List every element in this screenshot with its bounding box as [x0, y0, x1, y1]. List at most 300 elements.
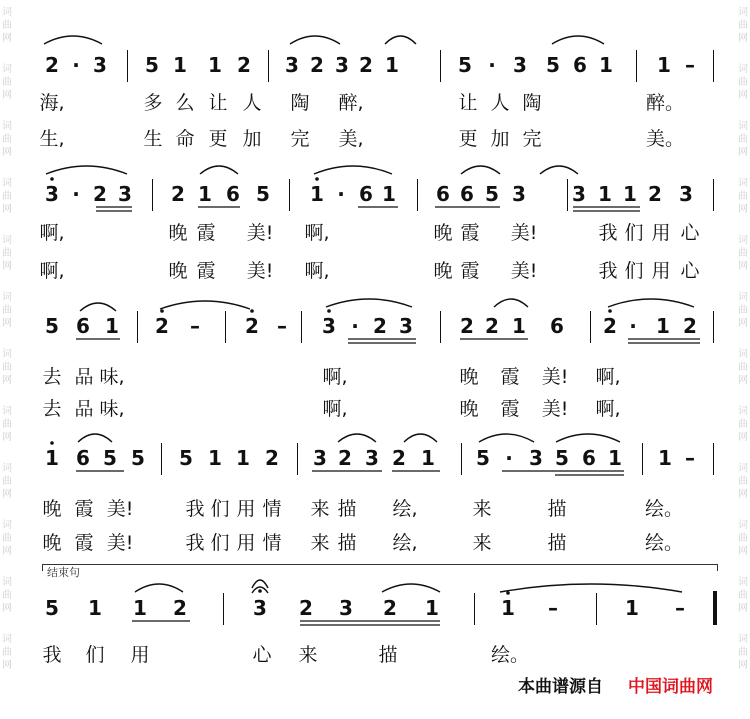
- note: 5: [555, 446, 569, 470]
- notation-row: [0, 315, 750, 355]
- dot-rhythm: ·: [337, 182, 345, 206]
- lyric-char: 啊,: [39, 260, 65, 282]
- barline: [225, 311, 226, 343]
- watermark-char: 曲: [2, 77, 12, 88]
- slur: [552, 36, 604, 44]
- watermark-char: 网: [738, 261, 748, 272]
- watermark-char: 曲: [738, 476, 748, 487]
- lyric-char: 人: [490, 92, 510, 114]
- lyric-char: 品: [74, 398, 94, 420]
- source-site-link[interactable]: 中国词曲网: [628, 677, 713, 697]
- note: 3: [313, 446, 327, 470]
- note: 2: [265, 446, 279, 470]
- watermark-char: 曲: [2, 647, 12, 658]
- lyric-row-2: [0, 394, 750, 420]
- watermark-char: 词: [2, 64, 12, 75]
- note: 5: [45, 314, 59, 338]
- dot-rhythm: ·: [72, 53, 80, 77]
- lyric-row-2: [0, 124, 750, 150]
- note: 3: [399, 314, 413, 338]
- lyric-char: 绘,: [392, 532, 418, 554]
- barline: [297, 443, 298, 475]
- watermark-char: 曲: [738, 533, 748, 544]
- barline: [301, 311, 302, 343]
- barline: [223, 593, 224, 625]
- lyric-char: 描: [337, 532, 357, 554]
- lyric-char: 绘,: [392, 498, 418, 520]
- watermark-char: 词: [738, 7, 748, 18]
- note: 1: [658, 446, 672, 470]
- watermark-char: 词: [738, 634, 748, 645]
- notation-row: [0, 597, 750, 637]
- lyric-char: 用: [651, 222, 671, 244]
- hold-dash: –: [675, 596, 685, 620]
- watermark-group: [2, 6, 12, 45]
- note: 1: [45, 446, 59, 470]
- note: 3: [572, 182, 586, 206]
- octave-dot: [608, 309, 612, 313]
- lyric-char: 霞: [74, 532, 94, 554]
- note: 2: [310, 53, 324, 77]
- lyric-char: 美,: [338, 128, 364, 150]
- watermark-char: 曲: [738, 590, 748, 601]
- barline: [289, 179, 290, 211]
- watermark-char: 词: [738, 235, 748, 246]
- lyric-char: 我: [185, 532, 205, 554]
- note: 5: [256, 182, 270, 206]
- lyric-char: 霞: [196, 260, 216, 282]
- slur: [252, 580, 268, 588]
- barline: [713, 443, 714, 475]
- note: 2: [237, 53, 251, 77]
- watermark-char: 曲: [738, 248, 748, 259]
- watermark-char: 曲: [2, 305, 12, 316]
- note: 5: [458, 53, 472, 77]
- hold-dash: –: [685, 446, 695, 470]
- barline: [642, 443, 643, 475]
- lyric-char: 用: [236, 498, 256, 520]
- watermark-char: 曲: [2, 590, 12, 601]
- lyric-char: 霞: [460, 222, 480, 244]
- note: 3: [512, 182, 526, 206]
- watermark-char: 网: [2, 261, 12, 272]
- lyric-char: 完: [522, 128, 542, 150]
- note: 2: [171, 182, 185, 206]
- lyric-char: 来: [298, 644, 318, 666]
- note: 2: [683, 314, 697, 338]
- lyric-char: 描: [547, 532, 567, 554]
- dot-rhythm: ·: [351, 314, 359, 338]
- watermark-char: 词: [738, 292, 748, 303]
- watermark-char: 曲: [738, 305, 748, 316]
- lyric-char: 心: [680, 260, 700, 282]
- watermark-char: 词: [2, 292, 12, 303]
- lyric-char: 么: [175, 92, 195, 114]
- slur: [479, 434, 534, 442]
- watermark-char: 词: [738, 121, 748, 132]
- note: 1: [657, 53, 671, 77]
- lyric-char: 描: [547, 498, 567, 520]
- lyric-char: 去: [42, 366, 62, 388]
- lyric-char: 们: [210, 498, 230, 520]
- lyric-char: 味,: [99, 366, 125, 388]
- note: 2: [299, 596, 313, 620]
- lyric-char: 啊,: [304, 260, 330, 282]
- watermark-char: 网: [738, 432, 748, 443]
- lyric-char: 心: [680, 222, 700, 244]
- note: 2: [93, 182, 107, 206]
- lyric-char: 人: [242, 92, 262, 114]
- lyric-char: 去: [42, 398, 62, 420]
- watermark-char: 词: [738, 64, 748, 75]
- lyric-char: 来: [310, 498, 330, 520]
- lyric-char: 海,: [39, 92, 65, 114]
- slur: [461, 166, 500, 174]
- lyric-char: 美!: [106, 498, 134, 520]
- lyric-row-1: [0, 362, 750, 388]
- lyric-char: 品: [74, 366, 94, 388]
- lyric-char: 们: [624, 260, 644, 282]
- watermark-char: 网: [738, 204, 748, 215]
- lyric-char: 我: [185, 498, 205, 520]
- lyric-char: 醉。: [645, 92, 685, 114]
- note: 3: [529, 446, 543, 470]
- notation-row: [0, 183, 750, 223]
- lyric-char: 完: [290, 128, 310, 150]
- watermark-char: 网: [738, 90, 748, 101]
- barline: [440, 311, 441, 343]
- barline: [713, 50, 714, 82]
- note: 1: [608, 446, 622, 470]
- watermark-char: 曲: [738, 77, 748, 88]
- lyric-row-1: [0, 640, 750, 666]
- slur: [382, 584, 440, 592]
- dot-rhythm: ·: [505, 446, 513, 470]
- lyric-char: 美!: [246, 222, 274, 244]
- note: 2: [373, 314, 387, 338]
- lyric-char: 啊,: [322, 366, 348, 388]
- note: 1: [421, 446, 435, 470]
- note: 1: [623, 182, 637, 206]
- note: 2: [45, 53, 59, 77]
- slur: [78, 434, 112, 442]
- watermark-char: 词: [2, 406, 12, 417]
- slur: [494, 299, 528, 307]
- slur: [200, 166, 238, 174]
- watermark-char: 词: [738, 178, 748, 189]
- lyric-char: 霞: [500, 398, 520, 420]
- lyric-char: 让: [458, 92, 478, 114]
- watermark-char: 词: [738, 577, 748, 588]
- slur: [338, 434, 376, 442]
- lyric-char: 来: [472, 498, 492, 520]
- note: 3: [513, 53, 527, 77]
- watermark-char: 曲: [2, 20, 12, 31]
- note: 5: [485, 182, 499, 206]
- note: 6: [226, 182, 240, 206]
- note: 1: [88, 596, 102, 620]
- lyric-row-1: [0, 494, 750, 520]
- lyric-char: 啊,: [595, 366, 621, 388]
- slur: [290, 36, 340, 44]
- lyric-char: 陶: [290, 92, 310, 114]
- lyric-char: 描: [378, 644, 398, 666]
- lyric-char: 用: [651, 260, 671, 282]
- note: 3: [45, 182, 59, 206]
- watermark-group: [738, 6, 748, 45]
- note: 2: [648, 182, 662, 206]
- lyric-char: 美。: [645, 128, 685, 150]
- lyric-char: 绘。: [490, 644, 530, 666]
- note: 6: [582, 446, 596, 470]
- dot-rhythm: ·: [72, 182, 80, 206]
- note: 5: [476, 446, 490, 470]
- octave-dot: [315, 177, 319, 181]
- note: 6: [76, 446, 90, 470]
- watermark-char: 曲: [738, 362, 748, 373]
- watermark-char: 词: [738, 520, 748, 531]
- lyric-char: 美!: [510, 222, 538, 244]
- note: 6: [550, 314, 564, 338]
- slur: [135, 584, 183, 592]
- slur: [326, 299, 412, 307]
- note: 5: [145, 53, 159, 77]
- lyric-char: 们: [210, 532, 230, 554]
- barline: [596, 593, 597, 625]
- lyric-char: 美!: [510, 260, 538, 282]
- note: 2: [173, 596, 187, 620]
- note: 5: [45, 596, 59, 620]
- lyric-char: 绘。: [644, 498, 684, 520]
- note: 1: [512, 314, 526, 338]
- note: 5: [103, 446, 117, 470]
- barline: [461, 443, 462, 475]
- watermark-char: 词: [2, 7, 12, 18]
- watermark-char: 曲: [2, 191, 12, 202]
- final-barline: [713, 591, 717, 625]
- barline: [590, 311, 591, 343]
- slur: [80, 303, 116, 311]
- lyric-char: 生: [143, 128, 163, 150]
- lyric-char: 美!: [246, 260, 274, 282]
- watermark-char: 曲: [2, 476, 12, 487]
- lyric-char: 啊,: [304, 222, 330, 244]
- lyric-row-1: [0, 88, 750, 114]
- slur: [314, 166, 392, 174]
- barline: [636, 50, 637, 82]
- note: 1: [236, 446, 250, 470]
- hold-dash: –: [277, 314, 287, 338]
- note: 1: [625, 596, 639, 620]
- watermark-char: 网: [2, 375, 12, 386]
- watermark-char: 网: [738, 375, 748, 386]
- lyric-char: 霞: [460, 260, 480, 282]
- note: 2: [460, 314, 474, 338]
- note: 1: [173, 53, 187, 77]
- source-text: 本曲谱源自: [518, 677, 603, 697]
- watermark-char: 网: [738, 33, 748, 44]
- lyric-char: 我: [42, 644, 62, 666]
- octave-dot: [506, 591, 510, 595]
- note: 3: [322, 314, 336, 338]
- barline: [417, 179, 418, 211]
- note: 2: [338, 446, 352, 470]
- barline: [713, 311, 714, 343]
- note: 3: [285, 53, 299, 77]
- lyric-char: 美!: [541, 398, 569, 420]
- watermark-char: 曲: [738, 134, 748, 145]
- watermark-char: 曲: [2, 419, 12, 430]
- lyric-char: 啊,: [595, 398, 621, 420]
- lyric-char: 晚: [459, 398, 479, 420]
- octave-dot: [50, 441, 54, 445]
- note: 1: [599, 53, 613, 77]
- barline: [161, 443, 162, 475]
- note: 3: [93, 53, 107, 77]
- note: 6: [359, 182, 373, 206]
- slur: [540, 166, 578, 174]
- dot-rhythm: ·: [488, 53, 496, 77]
- slur: [385, 36, 416, 44]
- note: 1: [385, 53, 399, 77]
- lyric-char: 晚: [42, 498, 62, 520]
- note: 1: [133, 596, 147, 620]
- lyric-char: 霞: [74, 498, 94, 520]
- watermark-char: 网: [2, 432, 12, 443]
- lyric-char: 啊,: [322, 398, 348, 420]
- note: 3: [253, 596, 267, 620]
- lyric-char: 晚: [168, 260, 188, 282]
- lyric-char: 来: [472, 532, 492, 554]
- lyric-char: 绘。: [644, 532, 684, 554]
- lyric-char: 情: [262, 532, 282, 554]
- lyric-char: 晚: [168, 222, 188, 244]
- lyric-char: 陶: [522, 92, 542, 114]
- lyric-char: 啊,: [39, 222, 65, 244]
- watermark-char: 网: [2, 90, 12, 101]
- watermark-char: 网: [2, 204, 12, 215]
- watermark-char: 曲: [738, 191, 748, 202]
- ending-bracket: [42, 564, 718, 571]
- lyric-char: 霞: [500, 366, 520, 388]
- watermark-char: 词: [2, 349, 12, 360]
- lyric-char: 来: [310, 532, 330, 554]
- fermata: [252, 587, 268, 593]
- watermark-char: 网: [738, 489, 748, 500]
- note: 1: [105, 314, 119, 338]
- watermark-char: 曲: [2, 362, 12, 373]
- octave-dot: [250, 309, 254, 313]
- lyric-char: 描: [337, 498, 357, 520]
- lyric-char: 美!: [106, 532, 134, 554]
- lyric-char: 更: [208, 128, 228, 150]
- watermark-char: 网: [2, 489, 12, 500]
- note: 1: [656, 314, 670, 338]
- watermark-char: 网: [2, 318, 12, 329]
- barline: [713, 179, 714, 211]
- note: 3: [335, 53, 349, 77]
- watermark-char: 词: [2, 577, 12, 588]
- watermark-char: 词: [2, 634, 12, 645]
- watermark-char: 网: [2, 33, 12, 44]
- watermark-char: 网: [2, 546, 12, 557]
- note: 1: [208, 53, 222, 77]
- hold-dash: –: [685, 53, 695, 77]
- lyric-char: 晚: [433, 260, 453, 282]
- lyric-char: 多: [143, 92, 163, 114]
- note: 3: [679, 182, 693, 206]
- watermark-char: 曲: [2, 248, 12, 259]
- octave-dot: [160, 309, 164, 313]
- dot-rhythm: ·: [629, 314, 637, 338]
- slur: [556, 434, 620, 442]
- note: 3: [339, 596, 353, 620]
- lyric-char: 用: [130, 644, 150, 666]
- lyric-char: 晚: [42, 532, 62, 554]
- watermark-char: 词: [2, 520, 12, 531]
- watermark-char: 词: [2, 178, 12, 189]
- watermark-char: 网: [738, 318, 748, 329]
- note: 1: [208, 446, 222, 470]
- ending-label: 结束句: [47, 566, 80, 579]
- barline: [440, 50, 441, 82]
- hold-dash: –: [190, 314, 200, 338]
- slur: [608, 299, 694, 307]
- watermark-char: 曲: [2, 533, 12, 544]
- note: 2: [485, 314, 499, 338]
- slur: [46, 166, 127, 174]
- barline: [137, 311, 138, 343]
- watermark-char: 词: [738, 349, 748, 360]
- watermark-char: 网: [2, 603, 12, 614]
- slur: [160, 301, 250, 309]
- watermark-char: 曲: [738, 419, 748, 430]
- watermark-char: 曲: [738, 20, 748, 31]
- note: 1: [425, 596, 439, 620]
- barline: [567, 179, 568, 211]
- note: 1: [198, 182, 212, 206]
- note: 5: [131, 446, 145, 470]
- note: 2: [383, 596, 397, 620]
- note: 6: [460, 182, 474, 206]
- note: 2: [245, 314, 259, 338]
- watermark-char: 网: [738, 660, 748, 671]
- lyric-char: 命: [175, 128, 195, 150]
- barline: [127, 50, 128, 82]
- octave-dot: [50, 177, 54, 181]
- hold-dash: –: [548, 596, 558, 620]
- note: 3: [118, 182, 132, 206]
- lyric-char: 晚: [433, 222, 453, 244]
- slur: [500, 584, 682, 592]
- watermark-char: 网: [2, 147, 12, 158]
- lyric-char: 加: [242, 128, 262, 150]
- note: 1: [310, 182, 324, 206]
- octave-dot: [327, 309, 331, 313]
- lyric-char: 们: [624, 222, 644, 244]
- note: 6: [76, 314, 90, 338]
- watermark-char: 曲: [738, 647, 748, 658]
- note: 1: [598, 182, 612, 206]
- barline: [268, 50, 269, 82]
- lyric-char: 醉,: [338, 92, 364, 114]
- slur: [44, 36, 102, 44]
- barline: [152, 179, 153, 211]
- lyric-row-2: [0, 256, 750, 282]
- lyric-char: 我: [598, 260, 618, 282]
- watermark-char: 词: [738, 406, 748, 417]
- lyric-row-2: [0, 528, 750, 554]
